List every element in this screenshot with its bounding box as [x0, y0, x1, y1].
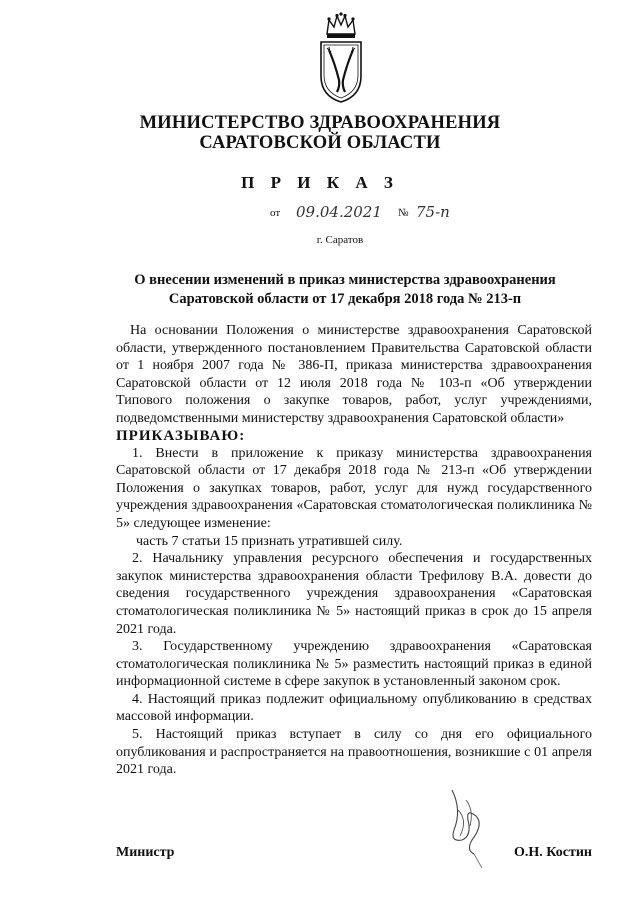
date-value-handwritten: 09.04.2021 — [296, 203, 382, 221]
document-type-title: П Р И К А З — [241, 173, 399, 192]
city-label: г. Саратов — [316, 234, 364, 246]
signatory-title: Министр — [116, 845, 175, 860]
signatory-name: О.Н. Костин — [514, 845, 592, 860]
item-4: 4. Настоящий приказ подлежит официальному опубликованию в средствах массовой информации. — [116, 691, 592, 725]
coat-of-arms-icon — [315, 12, 367, 104]
signature-scribble-icon — [432, 780, 502, 880]
item-5: 5. Настоящий приказ вступает в силу со дня его официального опубликования и распространяется на правоотношения, возникшие с 01 апреля 2021 года. — [116, 727, 592, 778]
resolve-heading: ПРИКАЗЫВАЮ: — [116, 427, 246, 444]
date-label: от — [270, 207, 281, 219]
number-label: № — [398, 207, 409, 219]
subject-line2: Саратовской области от 17 декабря 2018 года № 213-п — [168, 291, 522, 307]
item-1-change: часть 7 статьи 15 признать утратившей силу. — [136, 533, 403, 549]
item-1: 1. Внести в приложение к приказу министерства здравоохранения Саратовской области от 17 декабря 2018 года № 213-п «Об утверждении Положения о закупках товаров, работ, услуг для нужд государственного учреждения здравоохранения «Саратовская стоматологическая поликлиника № 5» следующее изменение: — [116, 445, 592, 531]
preamble-paragraph: На основании Положения о министерстве здравоохранения Саратовской области, утвержденного постановлением Правительства Саратовской области от 1 ноября 2007 года № 386-П, приказа министерства здравоохранения Саратовской области от 12 июля 2018 года № 103-п «Об утверждении Типового положения о закупке товаров, работ, услуг учреждениями, подведомственными министерству здравоохранения Саратовской области» — [116, 323, 592, 426]
number-value-handwritten: 75-п — [416, 203, 450, 221]
subject-line1: О внесении изменений в приказ министерства здравоохранения — [134, 272, 556, 288]
item-2: 2. Начальнику управления ресурсного обеспечения и государственных закупок министерства здравоохранения области Трефилову В.А. довести до сведения государственного учреждения здравоохранения «Саратовская стоматологическая поликлиника № 5» настоящий приказ в срок до 15 апреля 2021 года. — [116, 551, 592, 637]
ministry-name-line1: МИНИСТЕРСТВО ЗДРАВООХРАНЕНИЯ — [139, 113, 501, 133]
order-body — [116, 322, 592, 779]
ministry-name-line2: САРАТОВСКОЙ ОБЛАСТИ — [199, 133, 441, 153]
order-subject — [110, 271, 580, 309]
item-3: 3. Государственному учреждению здравоохранения «Саратовская стоматологическая поликлиника № 5» разместить настоящий приказ в единой информационной системе в сфере закупок в установленный законом срок. — [116, 639, 592, 690]
